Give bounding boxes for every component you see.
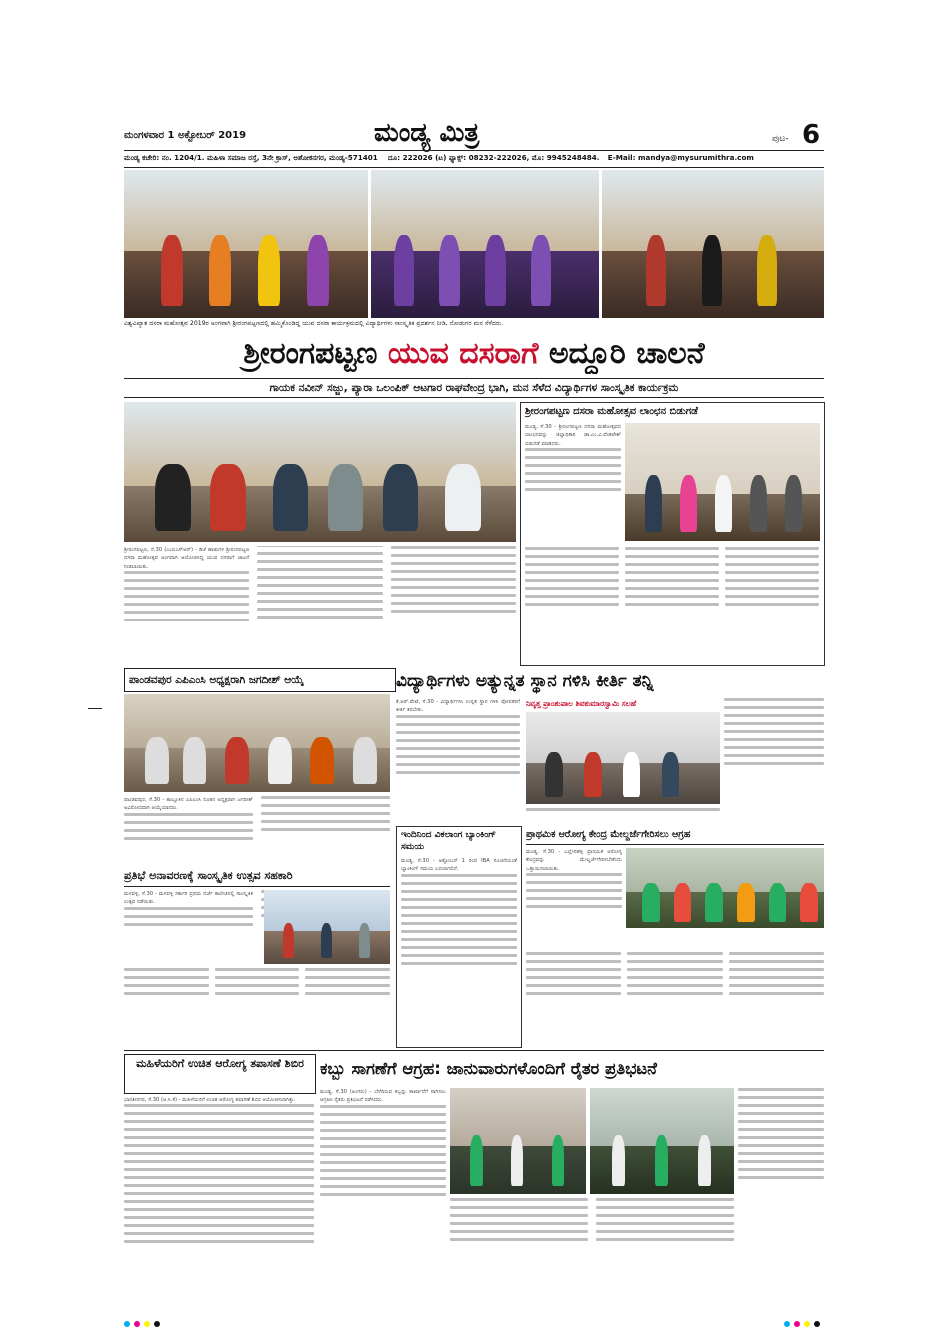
banking-story-body: [401, 857, 517, 1043]
banking-headline: ಇಂದಿನಿಂದ ವಿಕಲಾಂಗ ಬ್ಯಾಂಕಿಂಗ್ ಸಮಯ: [401, 830, 496, 852]
side-story-lead: ಮಂಡ್ಯ, ಸೆ.30 - ಶ್ರೀರಂಗಪಟ್ಟಣ ದಸರಾ ಮಹೋತ್ಸವದ ಲಾಂಛನವನ್ನು ಜಿಲ್ಲಾಧಿಕಾರಿ ಡಾ.ಎಂ.ವಿ.ವೆಂಕಟೇಶ್ ಬಿಡುಗಡೆ ಮಾಡಿದರು.: [525, 424, 621, 447]
photo-inauguration: [124, 402, 516, 542]
email-address: E-Mail: mandya@mysurumithra.com: [607, 153, 754, 162]
page-label: ಪುಟ-: [772, 134, 789, 144]
photo-apmc: [124, 694, 390, 792]
headline-part-1: ಶ್ರೀರಂಗಪಟ್ಟಣ: [243, 336, 378, 371]
issue-date: ಮಂಗಳವಾರ 1 ಅಕ್ಟೋಬರ್ 2019: [124, 130, 247, 141]
photo-dance-center: [371, 170, 599, 318]
page-number: 6: [802, 120, 821, 150]
office-address: ಮಂಡ್ಯ ಕಚೇರಿ: ನಂ. 1204/1. ಮಹಿಳಾ ಸಮಾಜ ರಸ್ತೆ, 3ನೇ ಕ್ರಾಸ್, ಅಶೋಕನಗರ, ಮಂಡ್ಯ-571401: [124, 153, 378, 162]
students-kicker: ನಿವೃತ್ತ ಪ್ರಾಂಶುಪಾಲ ಶಿವಕುಮಾರಸ್ವಾಮಿ ಸಲಹೆ: [526, 699, 637, 708]
health-center-columns: [526, 952, 824, 1046]
phone-numbers: ದೂ: 222026 (ಟ) ಫ್ಯಾಕ್ಸ್: 08232-222026, ಮೊ: 9945248484.: [388, 153, 600, 162]
crop-mark: [88, 708, 102, 709]
photo-dance-left: [124, 170, 368, 318]
cultural-fest-headline: ಪ್ರತಿಭೆ ಅನಾವರಣಕ್ಕೆ ಸಾಂಸ್ಕೃತಿಕ ಉತ್ಸವ ಸಹಕಾರಿ: [124, 866, 390, 887]
health-center-lead: ಮಂಡ್ಯ, ಸೆ.30 - ಬಲ್ಲೇನಹಳ್ಳಿ ಪ್ರಾಥಮಿಕ ಆರೋಗ್ಯ ಕೇಂದ್ರವನ್ನು ಮೇಲ್ದರ್ಜೆಗೇರಿಸಬೇಕೆಂದು ಒತ್ತಾಯಿಸಲಾಯಿತು.: [526, 849, 622, 872]
cultural-fest-columns: [124, 968, 390, 1046]
health-camp-headline: ಮಹಿಳೆಯರಿಗೆ ಉಚಿತ ಆರೋಗ್ಯ ತಪಾಸಣೆ ಶಿಬಿರ: [124, 1054, 316, 1094]
headline-part-3: ಅದ್ದೂರಿ ಚಾಲನೆ: [548, 336, 705, 371]
health-camp-body: [124, 1096, 314, 1308]
photo-protest-right: [590, 1088, 734, 1194]
bottom-section-rule: [124, 1050, 824, 1051]
masthead-rule: [124, 150, 824, 151]
sugarcane-headline: ಕಬ್ಬು ಸಾಗಣೆಗೆ ಆಗ್ರಹ: ಜಾನುವಾರುಗಳೊಂದಿಗೆ ರೈತರ ಪ್ರತಿಭಟನೆ: [320, 1059, 657, 1078]
students-story-columns: [526, 808, 720, 822]
students-right-column: [724, 698, 824, 822]
students-story-lead: ಕೆ.ಆರ್.ಪೇಟೆ, ಸೆ.30 - ವಿದ್ಯಾರ್ಥಿಗಳು ಉನ್ನತ ಸ್ಥಾನ ಗಳಿಸಿ ಪೋಷಕರಿಗೆ ಕೀರ್ತಿ ತರಬೇಕು.: [396, 699, 520, 714]
banking-box: [396, 826, 522, 1048]
photo-logo-release: [625, 423, 820, 541]
photo-cultural-fest: [264, 890, 390, 964]
side-story-columns: [525, 547, 819, 659]
headline-part-2: ಯುವ ದಸರಾಗೆ: [387, 336, 539, 371]
address-rule: [124, 167, 824, 168]
registration-mark-icon: [784, 1312, 824, 1331]
photo-protest-left: [450, 1088, 586, 1194]
banking-story-lead: ಮಂಡ್ಯ, ಸೆ.30 - ಅಕ್ಟೋಬರ್ 1 ರಿಂದ IBA ಸೂಚನೆಯಂತೆ ಬ್ಯಾಂಕಿಂಗ್ ಸಮಯ ಬದಲಾಗಲಿದೆ.: [401, 858, 517, 873]
photo-caption: ವಿಶ್ವವಿಖ್ಯಾತ ದಸರಾ ಮಹೋತ್ಸವ 2019ರ ಅಂಗವಾಗಿ ಶ್ರೀರಂಗಪಟ್ಟಣದಲ್ಲಿ ಹಮ್ಮಿಕೊಂಡಿದ್ದ ಯುವ ದಸರಾ ಕಾರ್ಯಕ್ರಮದಲ್ಲಿ ವಿದ್ಯಾರ್ಥಿಗಳು ಸಾಂಸ್ಕೃತಿಕ ಪ್ರದರ್ಶನ ನೀಡಿ, ನೋಡುಗರ ಮನ ಸೆಳೆದರು.: [124, 320, 824, 330]
students-story-body: [396, 698, 520, 818]
newspaper-title: ಮಂಡ್ಯ ಮಿತ್ರ: [374, 118, 480, 148]
side-story-box: [520, 402, 825, 666]
side-story-headline: ಶ್ರೀರಂಗಪಟ್ಟಣ ದಸರಾ ಮಹೋತ್ಸವ ಲಾಂಛನ ಬಿಡುಗಡೆ: [525, 406, 698, 417]
health-center-headline: ಪ್ರಾಥಮಿಕ ಆರೋಗ್ಯ ಕೇಂದ್ರ ಮೇಲ್ದರ್ಜೆಗೇರಿಸಲು ಆಗ್ರಹ: [526, 826, 824, 845]
sugarcane-right-column: [738, 1088, 824, 1308]
photo-students-event: [526, 712, 720, 804]
photo-health-protest: [626, 848, 824, 928]
apmc-story-lead: ಪಾಂಡವಪುರ, ಸೆ.30 - ತಾಲ್ಲೂಕಿನ ಎಪಿಎಂಸಿ ನೂತನ ಅಧ್ಯಕ್ಷರಾಗಿ ಜಗದೀಶ್ ಅವಿರೋಧವಾಗಿ ಆಯ್ಕೆಯಾದರು.: [124, 797, 253, 812]
photo-dance-right: [602, 170, 824, 318]
health-center-body: [526, 848, 622, 948]
main-story-lead: ಶ್ರೀರಂಗಪಟ್ಟಣ, ಸೆ.30 (ಎಂಬಿಎಸ್‌ಆರ್) - ಡಿಜೆ ಹಾಡುಗಳ ಶ್ರೀರಂಗಪಟ್ಟಣ ದಸರಾ ಮಹೋತ್ಸವ ಅಂಗವಾಗಿ ಆಯೋಜಿಸಿದ್ದ ಯುವ ದಸರಾಗೆ ಚಾಲನೆ ನೀಡಲಾಯಿತು.: [124, 547, 250, 570]
registration-mark-icon: [124, 1312, 164, 1331]
sugarcane-lead: ಮಂಡ್ಯ, ಸೆ.30 (ಅಂಗರು) - ಬೆಳೆದಿರುವ ಕಬ್ಬನ್ನು ಕಾರ್ಖಾನೆಗೆ ಸಾಗಿಸಲು ಆಗ್ರಹಿಸಿ ರೈತರು ಪ್ರತಿಭಟನೆ ನಡೆಸಿದರು.: [320, 1089, 446, 1104]
main-story-body: [124, 546, 516, 664]
sub-headline: ಗಾಯಕ ನವೀನ್ ಸಜ್ಜು, ಪ್ಯಾರಾ ಒಲಂಪಿಕ್ ಆಟಗಾರ ರಾಘವೇಂದ್ರ ಭಾಗಿ, ಮನ ಸೆಳೆದ ವಿದ್ಯಾರ್ಥಿಗಳ ಸಾಂಸ್ಕೃತಿಕ ಕಾರ್ಯಕ್ರಮ: [124, 378, 824, 398]
sugarcane-columns: [450, 1198, 734, 1308]
apmc-story-body: [124, 796, 390, 862]
address-strip: [124, 153, 824, 165]
side-story-body: [525, 423, 621, 543]
main-headline: [124, 334, 824, 374]
health-camp-lead: ಭಾರತೀನಗರ, ಸೆ.30 (ಅ.ಸಿ.ಕೆ) - ಮಹಿಳೆಯರಿಗೆ ಉಚಿತ ಆರೋಗ್ಯ ತಪಾಸಣೆ ಶಿಬಿರ ಆಯೋಜಿಸಲಾಗಿತ್ತು.: [124, 1097, 296, 1103]
apmc-headline: ಪಾಂಡವಪುರ ಎಪಿಎಂಸಿ ಅಧ್ಯಕ್ಷರಾಗಿ ಜಗದೀಶ್ ಆಯ್ಕೆ: [124, 668, 396, 692]
students-headline: ವಿದ್ಯಾರ್ಥಿಗಳು ಅತ್ಯುನ್ನತ ಸ್ಥಾನ ಗಳಿಸಿ ಕೀರ್ತಿ ತನ್ನಿ: [396, 671, 654, 691]
sugarcane-body: [320, 1088, 446, 1308]
cultural-fest-lead: ಮಳವಳ್ಳಿ, ಸೆ.30 - ಮಳವಳ್ಳಿ ಸರ್ಕಾರಿ ಪ್ರಥಮ ದರ್ಜೆ ಕಾಲೇಜಿನಲ್ಲಿ ಸಾಂಸ್ಕೃತಿಕ ಉತ್ಸವ ನಡೆಯಿತು.: [124, 891, 253, 906]
